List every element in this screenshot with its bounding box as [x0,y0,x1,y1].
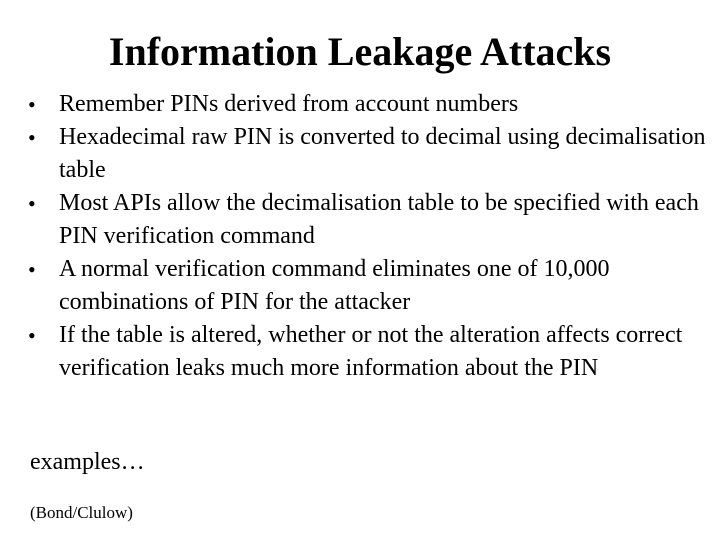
bullet-list [28,88,708,385]
bullet-dot-icon: • [28,257,36,282]
bullet-item [28,253,708,319]
credit-text: (Bond/Clulow) [30,503,133,522]
bullet-dot-icon: • [28,92,36,117]
bullet-text: A normal verification command eliminates one of 10,000 combinations of PIN for the attacker [59,256,610,315]
slide-title: Information Leakage Attacks [108,29,612,74]
bullet-dot-icon: • [28,323,36,348]
examples-text: examples… [30,449,145,475]
bullet-text: If the table is altered, whether or not the alteration affects correct verification leaks much more information about the PIN [59,322,683,381]
bullet-dot-icon: • [28,125,36,150]
bullet-item [28,187,708,253]
bullet-text: Most APIs allow the decimalisation table to be specified with each PIN verification command [59,190,699,249]
bullet-text: Hexadecimal raw PIN is converted to decimal using decimalisation table [59,124,706,183]
bullet-dot-icon: • [28,191,36,216]
bullet-text: Remember PINs derived from account numbers [59,91,519,117]
bullet-item [28,121,708,187]
bullet-item [28,319,708,385]
bullet-item [28,88,708,121]
